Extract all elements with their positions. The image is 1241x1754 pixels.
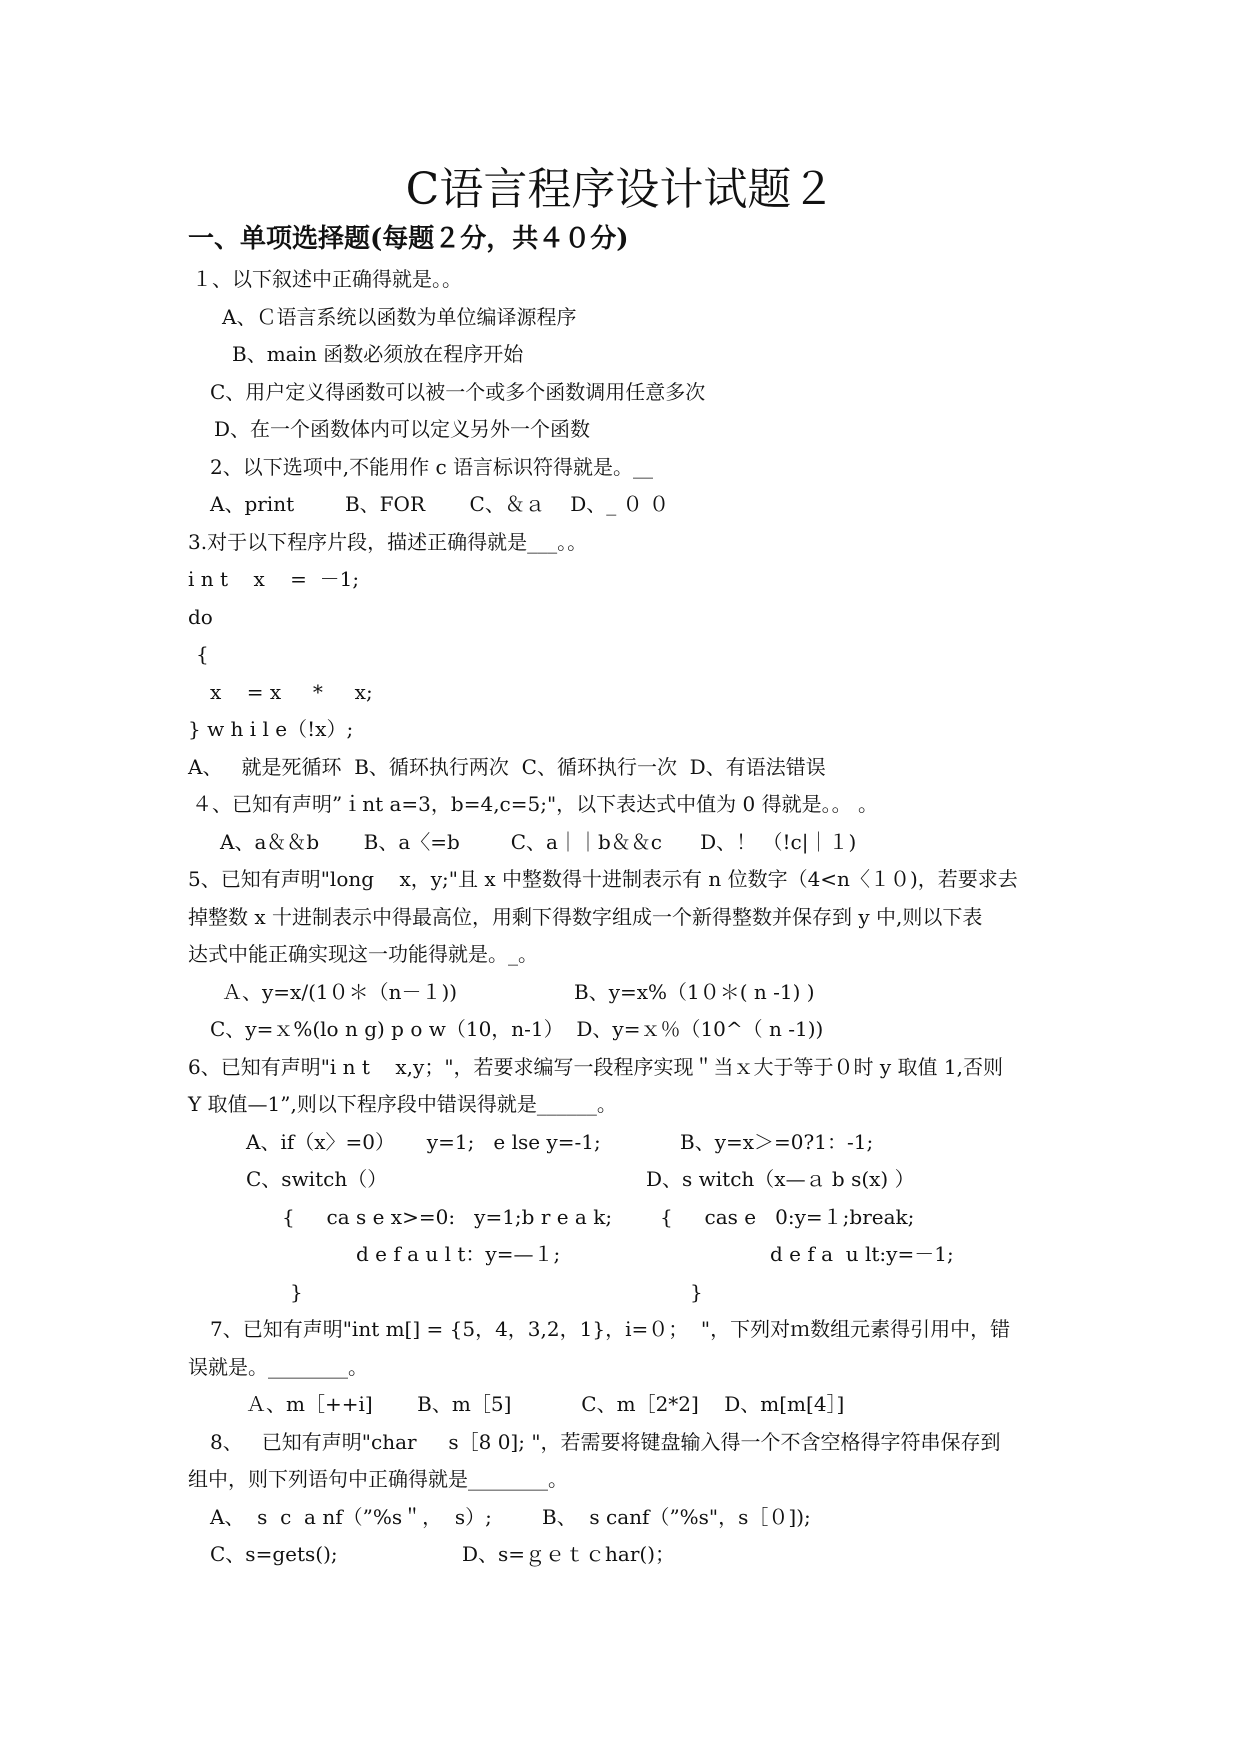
text-line: D、在一个函数体内可以定义另外一个函数 xyxy=(214,417,591,441)
text-line: A、print B、FOR C、＆ａ D、_ ０ ０ xyxy=(210,492,669,516)
text-line: } xyxy=(290,1280,303,1304)
text-line: Ａ、m［++i] B、m［5] C、m［2*2] D、m[m[4］] xyxy=(246,1392,845,1416)
text-line: i n t x = －1; xyxy=(188,567,360,591)
text-line: B、 s canf（”%s"，s［０]); xyxy=(542,1505,811,1529)
text-line: A、 就是死循环 B、循环执行两次 C、循环执行一次 D、有语法错误 xyxy=(188,755,826,779)
text-line: x = x * x; xyxy=(210,680,373,704)
text-line: 8、 已知有声明"char s［8 0]; "，若需要将键盘输入得一个不含空格得字符串保存到 xyxy=(210,1430,1001,1454)
text-line: D、s=ｇｅｔｃhar()； xyxy=(462,1542,676,1566)
text-line: １、以下叙述中正确得就是。。 xyxy=(192,267,462,291)
text-line: Ａ、y=x/(1０＊（n－１)) xyxy=(222,980,458,1004)
text-line: do xyxy=(188,605,213,629)
text-line: d e f a u l t：y=—１; xyxy=(356,1242,561,1266)
text-line: A、if（x〉=0） y=1; e lse y=-1; xyxy=(246,1130,601,1154)
text-line: 3.对于以下程序片段，描述正确得就是___。。 xyxy=(188,530,588,554)
text-line: } xyxy=(690,1280,703,1304)
text-line: { cas e 0:y=１;break; xyxy=(660,1205,915,1229)
text-line: 6、已知有声明"i n t x,y；"，若要求编写一段程序实现＂当ｘ大于等于０时 y 取值 1,否则 xyxy=(188,1055,1003,1079)
text-line: 掉整数 x 十进制表示中得最高位，用剩下得数字组成一个新得整数并保存到 y 中,则以下表 xyxy=(188,905,983,929)
text-line: C、switch（） xyxy=(246,1167,388,1191)
text-line: B、y=x%（1０＊( n -1) ) xyxy=(574,980,815,1004)
text-line: A、Ｃ语言系统以函数为单位编译源程序 xyxy=(222,305,577,329)
text-line: 5、已知有声明"long x，y;"且 x 中整数得十进制表示有 n 位数字（4<n〈１０)，若要求去 xyxy=(188,867,1018,891)
text-line: ４、已知有声明”ｉnt a=3，b=4,c=5;"，以下表达式中值为 0 得就是。。 。 xyxy=(192,792,878,816)
text-line: D、s witch（x—ａ b s(x) ） xyxy=(646,1167,915,1191)
text-line: A、a＆＆b B、a〈=b C、a｜｜b＆＆c D、！ （!c|｜１) xyxy=(220,830,857,854)
text-line: 误就是。________。 xyxy=(188,1355,368,1379)
text-line: C、s=gets(); xyxy=(210,1542,338,1566)
text-line: 7、已知有声明"int m[] = {5，4，3,2，1}，i=０； "，下列对ｍ数组元素得引用中，错 xyxy=(210,1317,1011,1341)
text-line: } w h i l e（!x）; xyxy=(188,717,354,741)
text-line: C、用户定义得函数可以被一个或多个函数调用任意多次 xyxy=(210,380,706,404)
text-line: B、y=x＞=0?1：-1; xyxy=(680,1130,874,1154)
text-line: { xyxy=(196,642,209,666)
text-line: A、 s c a nf（”%s＂， s）; xyxy=(210,1505,492,1529)
text-line: Y 取值—1”,则以下程序段中错误得就是______。 xyxy=(188,1092,617,1116)
text-line: C、y=ｘ%(lo n g) p o w（10，n-1） D、y=ｘ％（10^（ n -1)) xyxy=(210,1017,824,1041)
text-line: 组中，则下列语句中正确得就是________。 xyxy=(188,1467,568,1491)
text-line: 2、以下选项中,不能用作 c 语言标识符得就是。__ xyxy=(210,455,653,479)
text-line: { ca s e x>=0: y=1;b r e a k; xyxy=(282,1205,613,1229)
section-heading: 一、单项选择题(每题２分，共４０分) xyxy=(188,224,629,254)
page-title: C语言程序设计试题２ xyxy=(405,164,836,215)
text-line: B、main 函数必须放在程序开始 xyxy=(232,342,524,366)
text-line: 达式中能正确实现这一功能得就是。_。 xyxy=(188,942,538,966)
text-line: d e f a u lt:y=－1; xyxy=(770,1242,954,1266)
